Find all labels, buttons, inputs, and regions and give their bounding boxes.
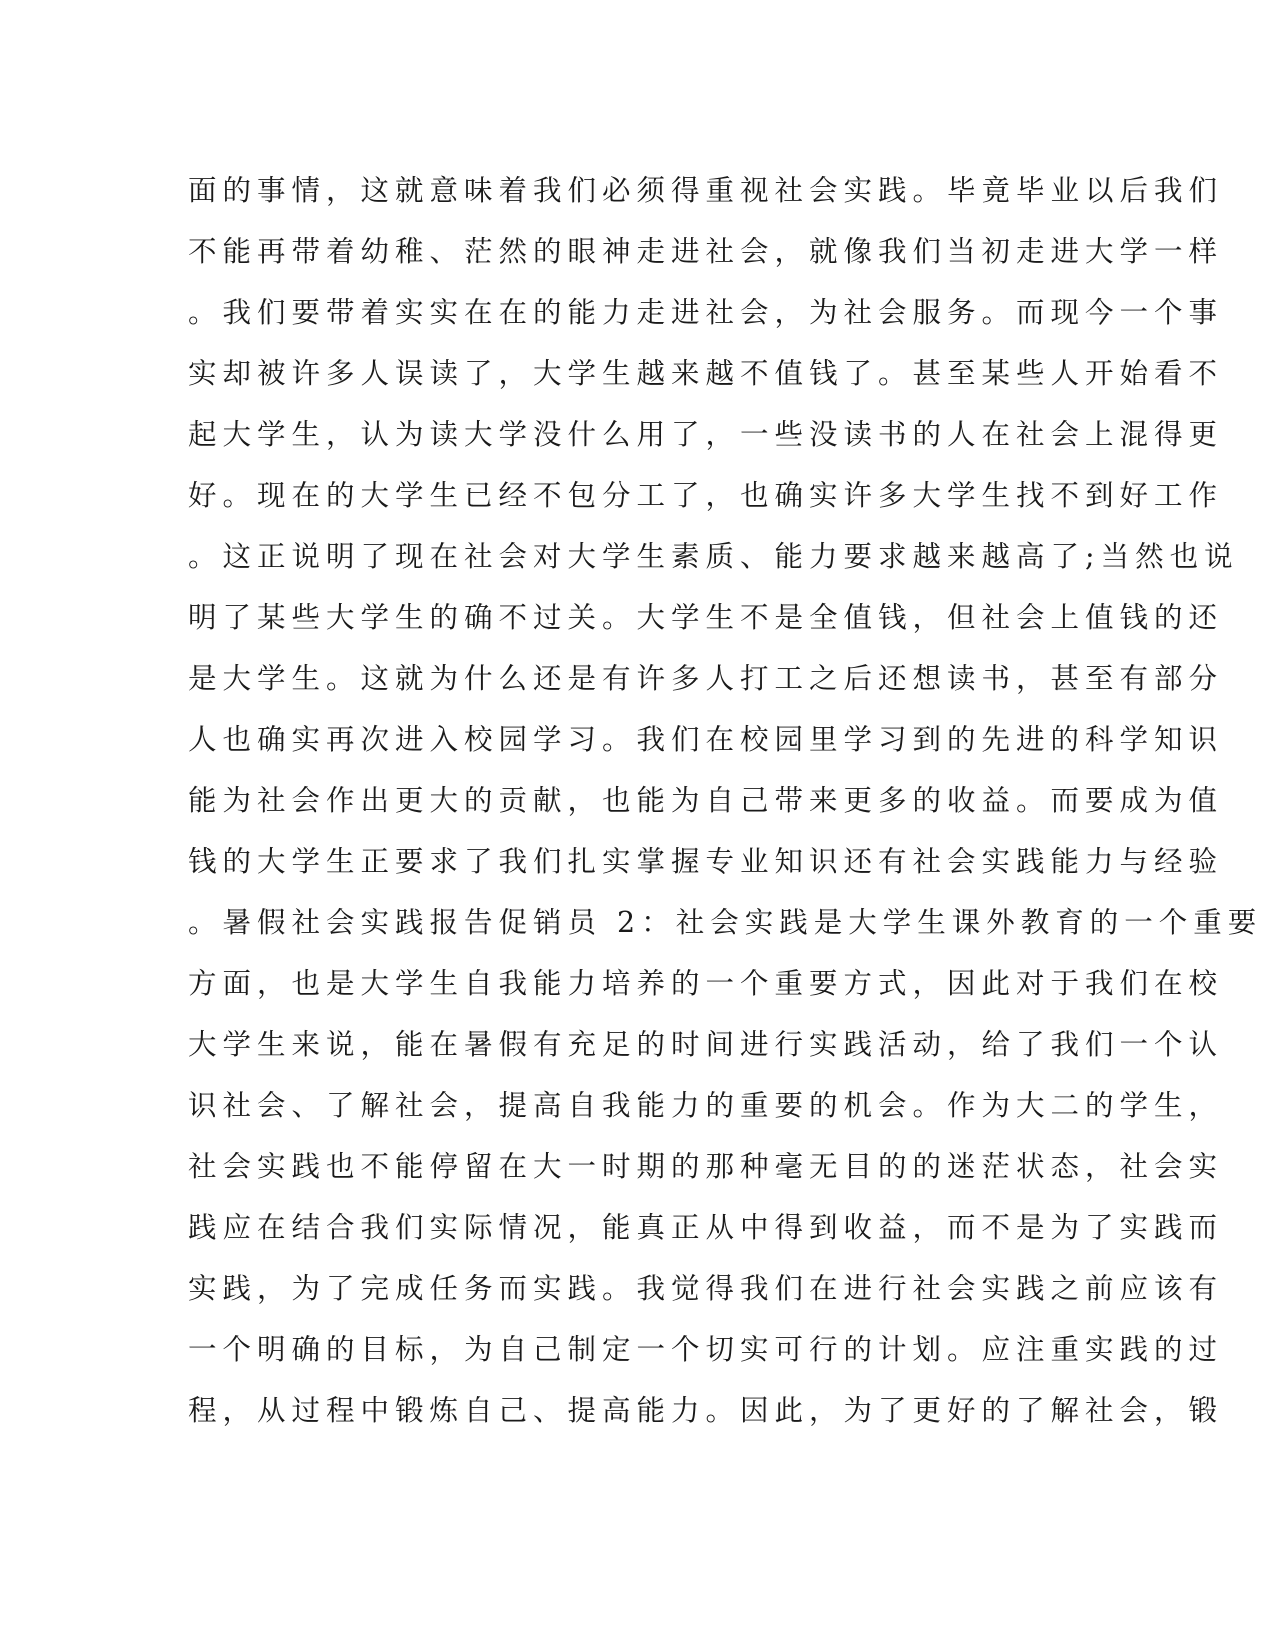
text-line: 方面，也是大学生自我能力培养的一个重要方式，因此对于我们在校 bbox=[188, 967, 1224, 1000]
text-line: 践应在结合我们实际情况，能真正从中得到收益，而不是为了实践而 bbox=[188, 1211, 1224, 1244]
text-line: 好。现在的大学生已经不包分工了，也确实许多大学生找不到好工作 bbox=[188, 479, 1224, 512]
text-line: 不能再带着幼稚、茫然的眼神走进社会，就像我们当初走进大学一样 bbox=[188, 235, 1224, 268]
text-line: 实践，为了完成任务而实践。我觉得我们在进行社会实践之前应该有 bbox=[188, 1272, 1224, 1305]
text-line: 识社会、了解社会，提高自我能力的重要的机会。作为大二的学生， bbox=[188, 1089, 1224, 1122]
text-line: 面的事情，这就意味着我们必须得重视社会实践。毕竟毕业以后我们 bbox=[188, 174, 1224, 207]
text-line: 一个明确的目标，为自己制定一个切实可行的计划。应注重实践的过 bbox=[188, 1333, 1224, 1366]
text-line: 明了某些大学生的确不过关。大学生不是全值钱，但社会上值钱的还 bbox=[188, 601, 1224, 634]
body-text bbox=[188, 160, 1263, 1441]
text-line: 钱的大学生正要求了我们扎实掌握专业知识还有社会实践能力与经验 bbox=[188, 845, 1224, 878]
text-line: 。我们要带着实实在在的能力走进社会，为社会服务。而现今一个事 bbox=[188, 296, 1224, 329]
text-line: 。这正说明了现在社会对大学生素质、能力要求越来越高了;当然也说 bbox=[188, 540, 1239, 573]
text-line: 是大学生。这就为什么还是有许多人打工之后还想读书，甚至有部分 bbox=[188, 662, 1224, 695]
text-line: 实却被许多人误读了，大学生越来越不值钱了。甚至某些人开始看不 bbox=[188, 357, 1224, 390]
text-line: 人也确实再次进入校园学习。我们在校园里学习到的先进的科学知识 bbox=[188, 723, 1224, 756]
text-line: 社会实践也不能停留在大一时期的那种毫无目的的迷茫状态，社会实 bbox=[188, 1150, 1224, 1183]
text-line: 。暑假社会实践报告促销员 2：社会实践是大学生课外教育的一个重要 bbox=[188, 906, 1263, 939]
text-line: 起大学生，认为读大学没什么用了，一些没读书的人在社会上混得更 bbox=[188, 418, 1224, 451]
text-line: 程，从过程中锻炼自己、提高能力。因此，为了更好的了解社会，锻 bbox=[188, 1394, 1224, 1427]
text-line: 大学生来说，能在暑假有充足的时间进行实践活动，给了我们一个认 bbox=[188, 1028, 1224, 1061]
text-line: 能为社会作出更大的贡献，也能为自己带来更多的收益。而要成为值 bbox=[188, 784, 1224, 817]
